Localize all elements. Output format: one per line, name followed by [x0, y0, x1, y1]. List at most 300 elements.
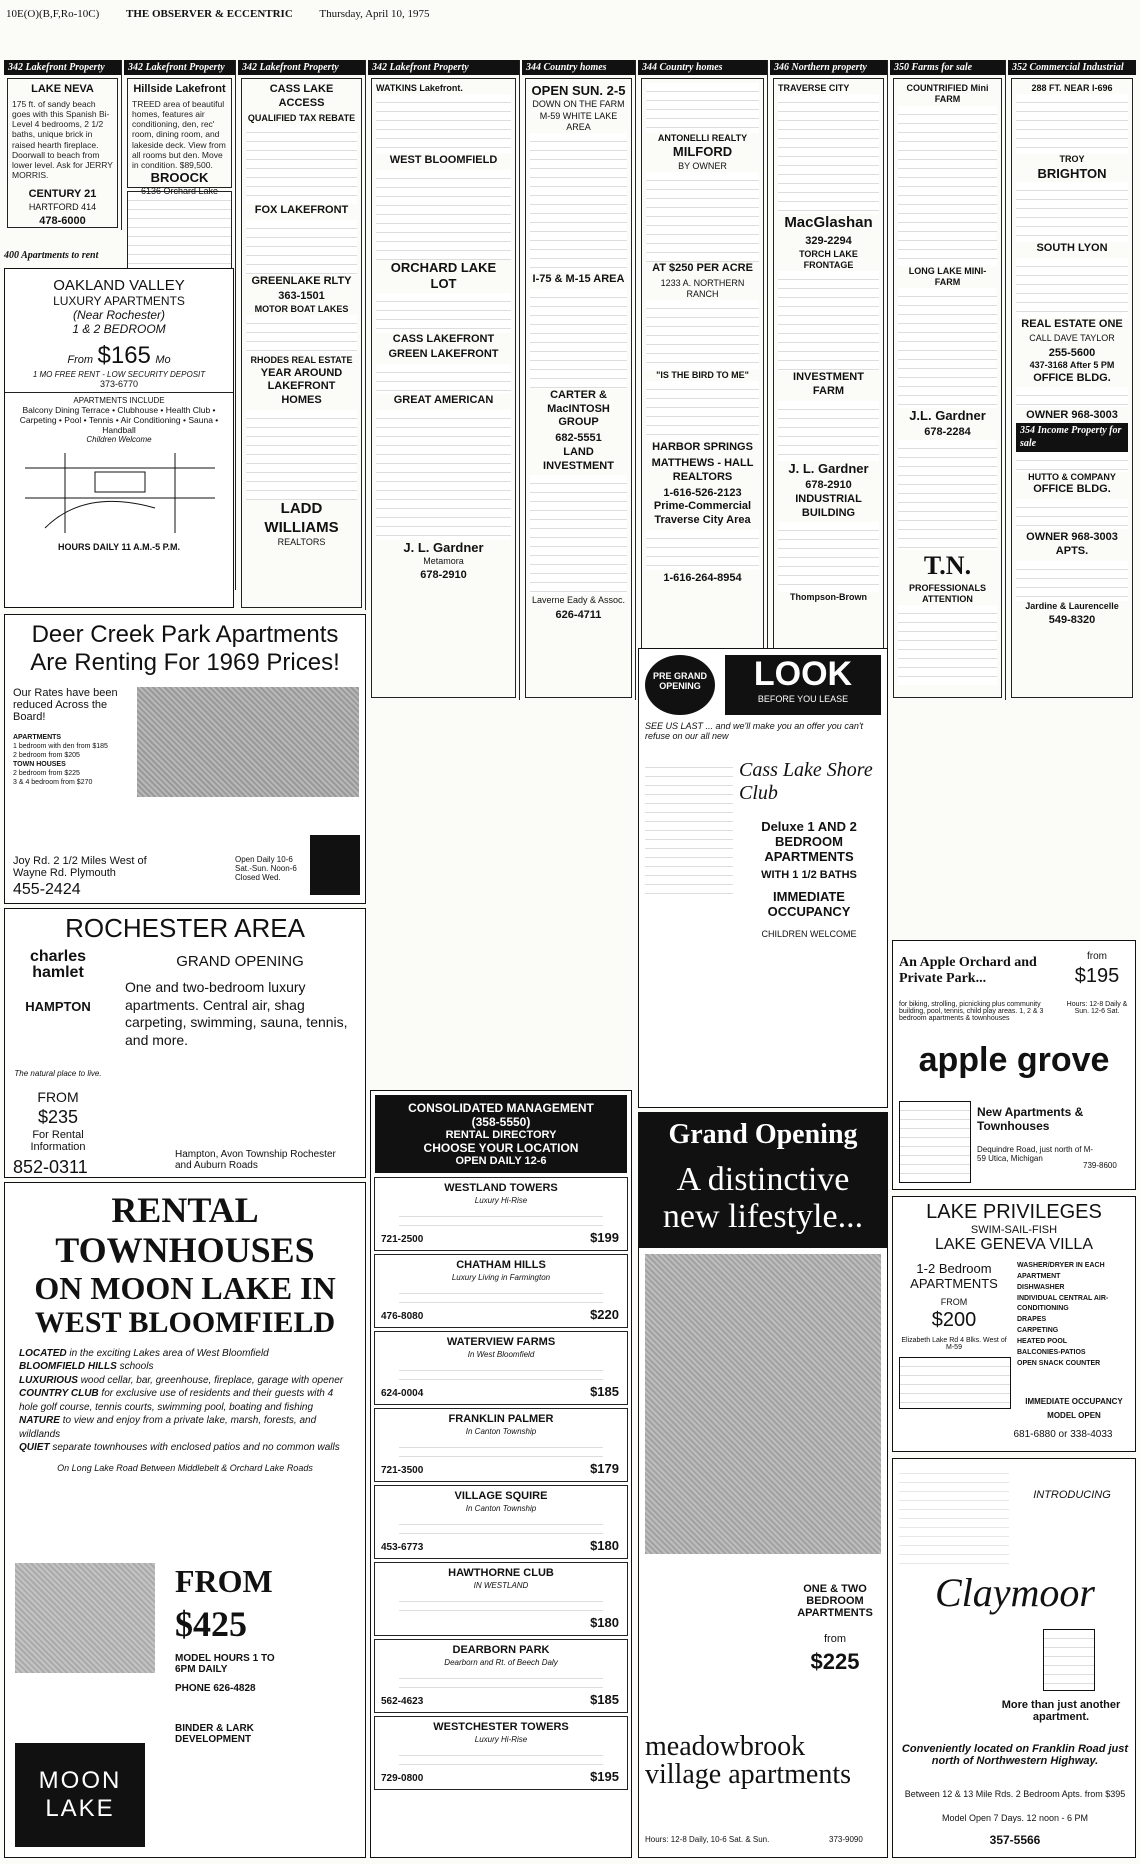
model-hours: MODEL HOURS 1 TO 6PM DAILY [175, 1653, 275, 1675]
from-label: FROM [940, 1297, 968, 1307]
column-watkins [368, 60, 520, 700]
gardner-phone: 678-2910 [805, 479, 852, 491]
from-label: from [824, 1633, 846, 1645]
text-block [1016, 94, 1128, 154]
cass-lakefront: CASS LAKEFRONT [392, 332, 495, 345]
title: LAKE PRIVILEGES [926, 1201, 1102, 1223]
entry-name: CHATHAM HILLS [456, 1259, 546, 1271]
entry-name: WESTCHESTER TOWERS [433, 1721, 569, 1733]
ad-text: 175 ft. of sandy beach goes with this Spanish Bi-Level 4 bedrooms, 2 1/2 baths, unique brick in raised hearth fireplace. Doorwall to beach from lower level. Ask for JERRY MORRIS. [12, 98, 113, 181]
entry-details [399, 1285, 603, 1309]
located-key: LOCATED [19, 1347, 67, 1359]
building-photo [645, 1254, 881, 1554]
text-block [898, 288, 997, 408]
apt-1: 1 bedroom with den from $185 [13, 743, 108, 751]
prime-phone: 1-616-264-8954 [663, 571, 742, 584]
feature-item: HEATED POOL [1017, 1337, 1068, 1345]
text-block [376, 293, 511, 333]
ad-milford [641, 78, 764, 698]
consolidated-header [375, 1095, 627, 1173]
gardner: J.L. Gardner [909, 408, 986, 423]
deluxe: Deluxe 1 AND 2 BEDROOM APARTMENTS [761, 819, 857, 864]
consolidated-phone: (358-5550) [471, 1115, 531, 1129]
entry-phone: 721-2500 [381, 1233, 424, 1245]
phone: 357-5566 [989, 1833, 1041, 1847]
section-header-apartments: 400 Apartments to rent [4, 250, 99, 261]
amenities: Balcony Dining Terrace • Clubhouse • Health Club • Carpeting • Pool • Tennis • Air Conditioning • Sauna • Handball [19, 405, 219, 435]
from-label: From [67, 354, 94, 366]
entry-details [399, 1670, 603, 1694]
text-block [646, 530, 759, 570]
ad-title: WATKINS Lakefront. [376, 83, 463, 93]
location: Joy Rd. 2 1/2 Miles West of Wayne Rd. Plymouth [13, 855, 147, 879]
column-lake-neva [4, 60, 122, 230]
column-traverse [770, 60, 888, 700]
ad-oakland-valley [4, 268, 234, 608]
motor-boat: MOTOR BOAT LAKES [254, 304, 349, 314]
price: $200 [931, 1309, 977, 1331]
luxurious-key: LUXURIOUS [19, 1374, 78, 1386]
ladd-williams: LADD WILLIAMS [264, 499, 339, 536]
ad-title: ROCHESTER AREA [65, 913, 305, 943]
entry-details [399, 1439, 603, 1463]
office-bldg-2: OFFICE BLDG. [1033, 483, 1111, 496]
realty-phone: 363-1501 [278, 290, 325, 303]
introducing: INTRODUCING [1033, 1489, 1111, 1501]
directory-entry [374, 1716, 628, 1790]
price: $235 [37, 1107, 79, 1127]
apt-2: 2 bedroom from $205 [13, 752, 80, 760]
office-bldg: OFFICE BLDG. [1033, 371, 1111, 384]
text-block [898, 440, 997, 550]
entry-phone: 624-0004 [381, 1387, 424, 1399]
entry-sub: Luxury Living in Farmington [451, 1272, 551, 1282]
model: Model Open 7 Days. 12 noon - 6 PM [941, 1813, 1089, 1823]
ad-moon-lake [4, 1182, 366, 1858]
land-investment: LAND INVESTMENT [543, 445, 614, 472]
price: $165 [97, 342, 151, 369]
natural: The natural place to live. [14, 1069, 102, 1078]
ad-rochester [4, 908, 366, 1178]
directory-entry [374, 1408, 628, 1482]
ad-sub: Are Renting For 1969 Prices! [30, 649, 340, 676]
hours: Hours: 12-8 Daily, 10-6 Sat. & Sun. [645, 1835, 770, 1844]
info: For Rental Information [30, 1129, 86, 1153]
hampton: HAMPTON [25, 999, 91, 1014]
entry-name: VILLAGE SQUIRE [454, 1490, 548, 1502]
text-block [1016, 561, 1128, 601]
apple-grove-logo: apple grove [918, 1041, 1110, 1079]
ad-deer-creek [4, 614, 366, 904]
entry-price: $199 [590, 1229, 619, 1245]
ad-consolidated [370, 1090, 632, 1858]
entry-name: DEARBORN PARK [452, 1644, 550, 1656]
pre-grand-badge: PRE GRAND OPENING [645, 655, 715, 715]
ad-meadowbrook [638, 1112, 888, 1858]
carter-phone: 682-5551 [555, 432, 602, 444]
entry-details [399, 1208, 603, 1232]
laverne: Laverne Eady & Assoc. [531, 595, 626, 606]
entry-details [399, 1516, 603, 1540]
located-row [19, 1347, 351, 1361]
map [899, 1357, 1011, 1409]
schools-key: BLOOMFIELD HILLS [19, 1361, 117, 1373]
hours: HOURS DAILY 11 A.M.-5 P.M. [57, 542, 181, 552]
text-block [646, 83, 759, 133]
charles-hamlet: charles hamlet [29, 948, 87, 981]
townhouse-sketch [15, 1563, 155, 1673]
ad-title: OAKLAND VALLEY [53, 277, 185, 294]
ad-sub: QUALIFIED TAX REBATE [247, 112, 356, 123]
price: $195 [1074, 965, 1120, 987]
ad-hillside [127, 78, 232, 197]
title-1: RENTAL [111, 1190, 259, 1230]
ad-title: Hillside Lakefront [133, 83, 226, 95]
feature-item: DISHWASHER [1017, 1283, 1065, 1291]
brighton: BRIGHTON [1037, 165, 1107, 181]
green-lakefront: GREEN LAKEFRONT [388, 348, 499, 361]
schools-text: schools [119, 1361, 154, 1373]
developer: BINDER & LARK DEVELOPMENT [175, 1723, 254, 1745]
crest-icon [1043, 1629, 1095, 1691]
from-label: from [1087, 951, 1107, 962]
ad-cass-lake-shore-club [638, 648, 888, 1108]
hutto: HUTTO & COMPANY [1028, 472, 1116, 482]
owner-phone-2: OWNER 968-3003 [1026, 531, 1118, 543]
column-header: 346 Northern property [770, 60, 887, 75]
ranch: 1233 A. NORTHERN RANCH [660, 277, 745, 299]
consolidated-choose: CHOOSE YOUR LOCATION [423, 1141, 579, 1155]
building-sketch [137, 687, 359, 797]
text-block [376, 94, 511, 154]
location: Conveniently located on Franklin Road just north of Northwestern Highway. [901, 1743, 1129, 1767]
deer-logo [310, 835, 360, 895]
realty-name: GREENLAKE RLTY [251, 274, 352, 287]
text-block [778, 271, 879, 371]
phone: 455-2424 [13, 881, 81, 898]
tn-logo: T.N. [923, 551, 972, 580]
text-block [246, 124, 357, 204]
moon-lake-logo [15, 1743, 145, 1847]
text-block [1016, 387, 1128, 407]
directory-list [371, 1177, 631, 1790]
entry-name: WESTLAND TOWERS [444, 1182, 558, 1194]
villa-name: LAKE GENEVA VILLA [934, 1236, 1093, 1253]
gardner-name: J. L. Gardner [403, 539, 484, 555]
text-block [530, 475, 627, 595]
jardine: Jardine & Laurencelle [1025, 600, 1119, 611]
logo-line-2: LAKE [45, 1795, 115, 1822]
text-block [778, 522, 879, 592]
ad-sub: DOWN ON THE FARM M-59 WHITE LAKE AREA [532, 99, 625, 132]
th-1: 2 bedroom from $225 [13, 770, 80, 778]
text-block [778, 401, 879, 461]
children: CHILDREN WELCOME [761, 929, 857, 939]
industrial: INDUSTRIAL BUILDING [795, 492, 862, 519]
entry-price: $185 [590, 1383, 619, 1399]
agency-phone: 478-6000 [39, 215, 86, 228]
entry-name: WATERVIEW FARMS [446, 1336, 556, 1348]
rhodes: RHODES REAL ESTATE [250, 355, 353, 366]
column-header: 342 Lakefront Property [124, 60, 235, 75]
apt-label: APARTMENTS [13, 734, 62, 741]
tree-sketch [899, 1465, 1009, 1565]
agency-address: 6136 Orchard Lake [140, 186, 219, 197]
text-block [778, 94, 879, 214]
rea-call: CALL DAVE TAYLOR [1029, 333, 1115, 344]
torch-lake: TORCH LAKE FRONTAGE [799, 248, 858, 270]
mac-phone: 329-2294 [805, 235, 852, 247]
price: $225 [810, 1649, 860, 1674]
agency-name: CENTURY 21 [28, 188, 97, 201]
phone: 373-6770 [99, 379, 139, 389]
ad-claymoor [892, 1458, 1136, 1858]
text-block [530, 289, 627, 389]
feature-list [5, 1339, 365, 1463]
includes: APARTMENTS INCLUDE [73, 396, 165, 405]
entry-details [399, 1362, 603, 1386]
title: An Apple Orchard and Private Park... [899, 955, 1037, 986]
ad-commercial [1011, 78, 1133, 698]
ad-open-sun [525, 78, 632, 698]
text-block [1016, 452, 1128, 472]
before: BEFORE YOU LEASE [757, 694, 849, 704]
map [899, 1101, 971, 1183]
title-2: TOWNHOUSES [55, 1230, 315, 1270]
jardine-phone: 549-8320 [1048, 613, 1096, 626]
phone-label: PHONE [175, 1683, 211, 1694]
entry-sub: Dearborn and Rt. of Beech Daly [444, 1657, 558, 1667]
near: (Near Rochester) [72, 308, 166, 322]
tagline: SEE US LAST ... and we'll make you an offer you can't refuse on our all new [645, 721, 864, 741]
sub: SWIM-SAIL-FISH [970, 1224, 1058, 1236]
phone: 739-8600 [1083, 1161, 1117, 1170]
gardner-town: Metamora [423, 556, 464, 566]
quiet-key: QUIET [19, 1442, 50, 1454]
one-two: ONE & TWO BEDROOM APARTMENTS [797, 1583, 873, 1619]
hours: Hours: 12-8 Daily & Sun. 12-6 Sat. [1066, 1001, 1128, 1015]
claymoor-logo: Claymoor [935, 1570, 1095, 1615]
grand-opening: Grand Opening [639, 1113, 887, 1157]
ad-lake-geneva [892, 1196, 1136, 1452]
location-map [5, 448, 233, 538]
entry-sub: In Canton Township [465, 1426, 537, 1436]
ad-title: Deer Creek Park Apartments [31, 621, 339, 648]
immediate: IMMEDIATE OCCUPANCY [767, 889, 851, 919]
column-header: 352 Commercial Industrial [1008, 60, 1136, 75]
quiet-row [19, 1441, 351, 1455]
column-cass [238, 60, 366, 610]
th-label: TOWN HOUSES [13, 761, 66, 769]
year-around: YEAR AROUND LAKEFRONT HOMES [260, 366, 343, 406]
per-acre: AT $250 PER ACRE [652, 261, 753, 274]
from-label: FROM [175, 1563, 273, 1599]
feature-item: OPEN SNACK COUNTER [1017, 1359, 1101, 1367]
title-3: ON MOON LAKE IN [34, 1269, 336, 1306]
ad-cass [241, 78, 362, 608]
matthews-phone: 1-616-526-2123 [663, 486, 742, 499]
gardner-phone: 678-2910 [420, 569, 467, 582]
address: Dequindre Road, just north of M-59 Utica, Michigan [977, 1145, 1094, 1163]
rate-list [13, 733, 133, 788]
rea-phone2: 437-3168 After 5 PM [1029, 360, 1115, 371]
matthews-hall: MATTHEWS - HALL REALTORS [651, 457, 754, 483]
south-lyon: SOUTH LYON [1036, 241, 1108, 254]
features: for biking, strolling, picnicking plus community building, pool, tennis, child play areas. 1, 2 & 3 bedroom apartments & townhouses [899, 1001, 1044, 1022]
orchard-lake-lot: ORCHARD LAKE LOT [390, 260, 497, 292]
west-bloomfield: WEST BLOOMFIELD [389, 154, 498, 167]
consolidated-title: CONSOLIDATED MANAGEMENT [408, 1101, 594, 1115]
text-block [1016, 182, 1128, 242]
directory-entry [374, 1254, 628, 1328]
harbor-springs: HARBOR SPRINGS [652, 441, 753, 454]
price: $425 [175, 1604, 247, 1644]
column-header: 344 Country homes [638, 60, 767, 75]
text-block [1016, 258, 1128, 318]
phone: 373-9090 [829, 1835, 863, 1844]
country-key: COUNTRY CLUB [19, 1388, 99, 1400]
ad-title: OPEN SUN. 2-5 [531, 83, 626, 98]
column-open-sun [522, 60, 636, 700]
column-header: 350 Farms for sale [890, 60, 1005, 75]
text-block [898, 605, 997, 685]
entry-name: HAWTHORNE CLUB [448, 1567, 554, 1579]
agency-office: HARTFORD 414 [28, 202, 97, 212]
investment-farm: INVESTMENT FARM [793, 371, 864, 397]
phone: 626-4828 [213, 1683, 256, 1694]
text-block [646, 381, 759, 441]
text-block [1016, 499, 1128, 529]
entry-details [399, 1593, 603, 1617]
mo-label: Mo [155, 354, 171, 366]
description: One and two-bedroom luxury apartments. Central air, shag carpeting, swimming, sauna, tennis, and more. [125, 979, 348, 1048]
entry-phone: 453-6773 [381, 1541, 424, 1553]
th-2: 3 & 4 bedroom from $270 [13, 779, 93, 787]
feature-item: CARPETING [1017, 1327, 1059, 1335]
ad-sub: LUXURY APARTMENTS [53, 294, 185, 308]
road: On Long Lake Road Between Middlebelt & Orchard Lake Roads [57, 1462, 313, 1473]
entry-sub: In Canton Township [465, 1503, 537, 1513]
model: MODEL OPEN [1047, 1411, 1101, 1420]
feature-list [1017, 1261, 1131, 1369]
masthead [6, 8, 1134, 48]
occupancy: IMMEDIATE OCCUPANCY [1025, 1397, 1123, 1406]
agency-name: BROOCK [150, 170, 209, 186]
baths: WITH 1 1/2 BATHS [761, 869, 857, 881]
thompson-brown: Thompson-Brown [790, 592, 867, 603]
entry-phone: 721-3500 [381, 1464, 424, 1476]
grand-opening: GRAND OPENING [176, 953, 304, 970]
new-apartments: New Apartments & Townhouses [977, 1105, 1084, 1133]
entry-sub: In West Bloomfield [467, 1349, 535, 1359]
open-hours: Open Daily 10-6 Sat.-Sun. Noon-6 Closed Wed. [235, 855, 297, 882]
apts: APTS. [1055, 544, 1089, 557]
entry-price: $180 [590, 1614, 619, 1630]
nature-row [19, 1414, 351, 1441]
partridge: "IS THE BIRD TO ME" [656, 370, 749, 380]
antonelli: ANTONELLI REALTY [657, 133, 748, 143]
from-label: FROM [37, 1089, 79, 1105]
text-block [376, 170, 511, 260]
text-block [646, 300, 759, 370]
entry-price: $179 [590, 1460, 619, 1476]
look-banner [725, 655, 881, 715]
owner-phone: OWNER 968-3003 [1026, 409, 1118, 422]
text-block [646, 172, 759, 262]
income-header: 354 Income Property for sale [1016, 423, 1128, 452]
feature-item: BALCONIES-PATIOS [1017, 1348, 1086, 1356]
gardner-phone: 678-2284 [924, 426, 971, 439]
entry-phone: 476-8080 [381, 1310, 424, 1322]
directory-entry [374, 1177, 628, 1251]
country-row [19, 1387, 351, 1414]
feature-item: WASHER/DRYER IN EACH APARTMENT [1017, 1262, 1105, 1280]
ad-traverse [773, 78, 884, 698]
more: More than just another apartment. [1001, 1699, 1121, 1723]
club-name: Cass Lake Shore Club [739, 759, 873, 804]
column-milford [638, 60, 768, 700]
title-4: WEST BLOOMFIELD [34, 1305, 336, 1339]
column-header: 342 Lakefront Property [4, 60, 121, 75]
page-number: 10E(O)(B,F,Ro-10C) [6, 8, 100, 20]
luxurious-row [19, 1374, 351, 1388]
ad-farms [893, 78, 1002, 698]
milford-title: MILFORD [672, 144, 733, 160]
macglashan: MacGlashan [784, 214, 873, 232]
ladd-sub: REALTORS [277, 537, 326, 548]
text-block [246, 410, 357, 500]
entry-price: $185 [590, 1691, 619, 1707]
prime-commercial: Prime-Commercial Traverse City Area [653, 500, 752, 526]
phone: 852-0311 [13, 1157, 88, 1177]
children: Children Welcome [86, 435, 152, 444]
beds: 1-2 Bedroom APARTMENTS [910, 1261, 998, 1291]
text-block [246, 220, 357, 275]
professionals: PROFESSIONALS ATTENTION [908, 582, 986, 604]
phone-line [175, 1683, 256, 1694]
ad-title: LAKE NEVA [31, 83, 94, 95]
entry-price: $220 [590, 1306, 619, 1322]
ad-watkins [371, 78, 516, 698]
consolidated-sub: RENTAL DIRECTORY [445, 1129, 557, 1141]
tagline: A distinctive new lifestyle... [639, 1157, 887, 1248]
column-header: 344 Country homes [522, 60, 635, 75]
directory-entry [374, 1639, 628, 1713]
ad-apple-grove [892, 940, 1136, 1190]
real-estate-one: REAL ESTATE ONE [1021, 317, 1123, 330]
logo-line-1: MOON [38, 1767, 122, 1794]
address: Elizabeth Lake Rd 4 Blks. West of M-59 [901, 1337, 1007, 1351]
carter-group: CARTER & MacINTOSH GROUP [547, 388, 610, 429]
beds: 1 & 2 BEDROOM [72, 322, 166, 336]
rates: Our Rates have been reduced Across the Board! [13, 687, 118, 723]
laverne-phone: 626-4711 [555, 608, 602, 621]
issue-date: Thursday, April 10, 1975 [319, 8, 430, 20]
map [645, 759, 733, 899]
rea-phone: 255-5600 [1048, 346, 1096, 359]
location: Hampton, Avon Township Rochester and Auburn Roads [175, 1149, 336, 1171]
column-header: 342 Lakefront Property [368, 60, 519, 75]
between: Between 12 & 13 Mile Rds. 2 Bedroom Apts. from $395 [904, 1789, 1126, 1799]
column-farms [890, 60, 1006, 700]
entry-price: $180 [590, 1537, 619, 1553]
nature-key: NATURE [19, 1415, 60, 1427]
column-commercial [1008, 60, 1136, 700]
feature-item: DRAPES [1017, 1316, 1047, 1324]
great-american: GREAT AMERICAN [393, 394, 494, 406]
entry-sub: IN WESTLAND [473, 1580, 529, 1590]
troy: TROY [1059, 154, 1085, 165]
